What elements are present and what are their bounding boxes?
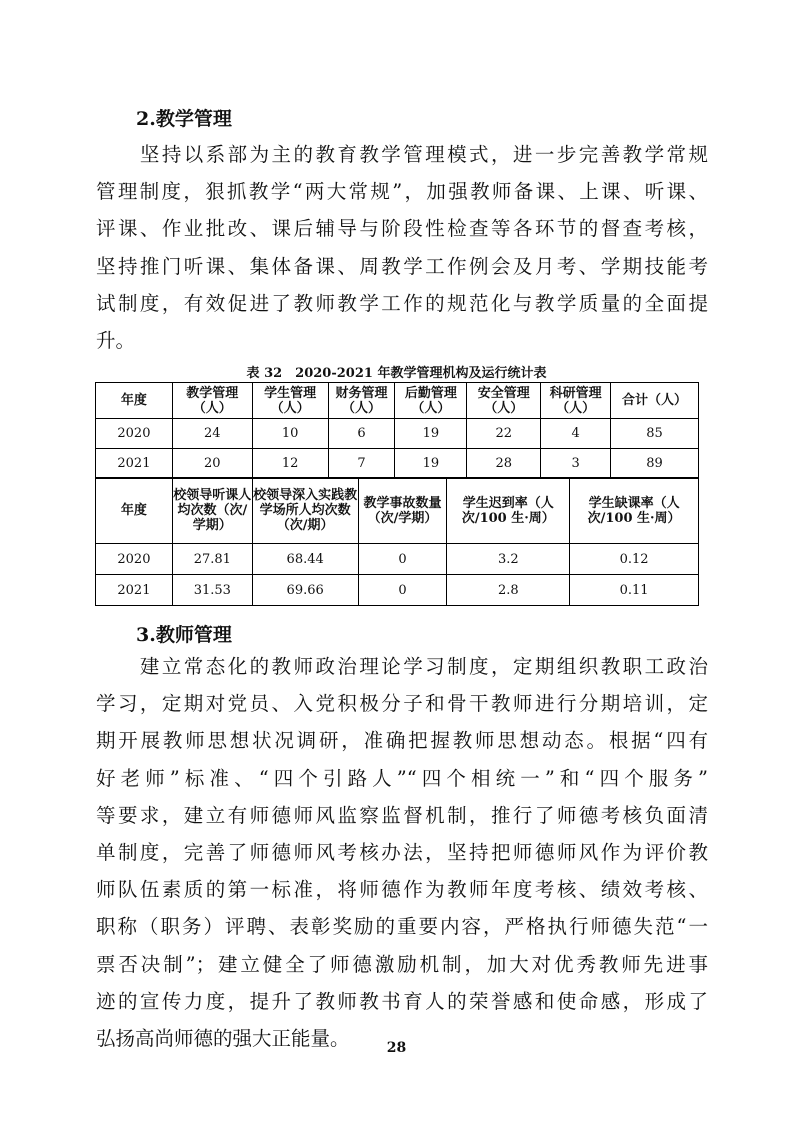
table-cell: 19 xyxy=(395,419,467,449)
paragraph-line: 坚持以系部为主的教育教学管理模式，进一步完善教学常规 xyxy=(96,143,708,166)
paragraph-line: 建立常态化的教师政治理论学习制度，定期组织教职工政治 xyxy=(96,655,708,678)
paragraph-teaching-management xyxy=(96,136,708,359)
paragraph-line: 单制度，完善了师德师风考核办法，坚持把师德师风作为评价教 xyxy=(96,841,708,865)
table-cell: 3 xyxy=(541,449,611,479)
paragraph-line: 好老师”标准、“四个引路人”“四个相统一”和“四个服务” xyxy=(96,766,708,790)
paragraph-line: 管理制度，狠抓教学“两大常规”，加强教师备课、上课、听课、 xyxy=(96,180,708,204)
management-staff-table xyxy=(95,382,699,479)
paragraph-line: 职称（职务）评聘、表彰奖励的重要内容，严格执行师德失范“一 xyxy=(96,915,708,939)
header-cell: 财务管理（人） xyxy=(328,383,395,419)
header-cell: 后勤管理（人） xyxy=(395,383,467,419)
teaching-operation-table xyxy=(95,477,699,606)
header-cell: 教学事故数量（次/学期） xyxy=(358,478,447,544)
table-cell: 68.44 xyxy=(252,544,358,575)
paragraph-line: 等要求，建立有师德师风监察监督机制，推行了师德考核负面清 xyxy=(96,803,708,827)
paragraph-line: 师队伍素质的第一标准，将师德作为教师年度考核、绩效考核、 xyxy=(96,878,708,902)
table-cell: 0 xyxy=(358,544,447,575)
paragraph-line: 坚持推门听课、集体备课、周教学工作例会及月考、学期技能考 xyxy=(96,254,708,278)
table-cell: 7 xyxy=(328,449,395,479)
table-cell: 2021 xyxy=(96,575,173,606)
table-cell: 27.81 xyxy=(172,544,252,575)
table-row xyxy=(96,419,699,449)
table-cell: 19 xyxy=(395,449,467,479)
table-cell: 22 xyxy=(467,419,541,449)
table-header-row xyxy=(96,478,699,544)
header-cell: 校领导深入实践教学场所人均次数（次/期） xyxy=(252,478,358,544)
table-row xyxy=(96,544,699,575)
table-cell: 4 xyxy=(541,419,611,449)
paragraph-line: 迹的宣传力度，提升了教师教书育人的荣誉感和使命感，形成了 xyxy=(96,989,708,1013)
table-cell: 69.66 xyxy=(252,575,358,606)
table-cell: 2020 xyxy=(96,544,173,575)
table-cell: 28 xyxy=(467,449,541,479)
section-heading-teacher-management: 3.教师管理 xyxy=(136,624,232,646)
paragraph-line: 学习，定期对党员、入党积极分子和骨干教师进行分期培训，定 xyxy=(96,692,708,716)
table-row xyxy=(96,575,699,606)
table-cell: 2021 xyxy=(96,449,173,479)
header-cell: 学生迟到率（人次/100 生·周） xyxy=(447,478,570,544)
table-cell: 31.53 xyxy=(172,575,252,606)
paragraph-line: 升。 xyxy=(96,329,136,353)
table-caption: 表 32 2020-2021 年教学管理机构及运行统计表 xyxy=(246,366,547,381)
paragraph-line: 期开展教师思想状况调研，准确把握教师思想动态。根据“四有 xyxy=(96,729,708,753)
header-cell: 安全管理（人） xyxy=(467,383,541,419)
header-cell: 学生管理（人） xyxy=(252,383,328,419)
table-cell: 12 xyxy=(252,449,328,479)
header-cell: 教学管理（人） xyxy=(172,383,252,419)
table-cell: 20 xyxy=(172,449,252,479)
paragraph-line: 票否决制”；建立健全了师德激励机制，加大对优秀教师先进事 xyxy=(96,952,708,976)
table-cell: 2.8 xyxy=(447,575,570,606)
header-cell: 科研管理（人） xyxy=(541,383,611,419)
header-cell: 学生缺课率（人次/100 生·周） xyxy=(570,478,699,544)
paragraph-teacher-management xyxy=(96,648,708,1057)
table-cell: 2020 xyxy=(96,419,173,449)
table-cell: 3.2 xyxy=(447,544,570,575)
section-heading-teaching-management: 2.教学管理 xyxy=(136,108,232,130)
table-row xyxy=(96,449,699,479)
table-cell: 10 xyxy=(252,419,328,449)
table-cell: 89 xyxy=(611,449,699,479)
table-cell: 0.11 xyxy=(570,575,699,606)
table-cell: 0.12 xyxy=(570,544,699,575)
header-cell: 年度 xyxy=(96,478,173,544)
table-cell: 6 xyxy=(328,419,395,449)
header-cell: 合计（人） xyxy=(611,383,699,419)
table-cell: 85 xyxy=(611,419,699,449)
paragraph-line: 试制度，有效促进了教师教学工作的规范化与教学质量的全面提 xyxy=(96,291,708,315)
page-number: 28 xyxy=(386,1040,407,1056)
table-cell: 0 xyxy=(358,575,447,606)
header-cell: 年度 xyxy=(96,383,173,419)
table-cell: 24 xyxy=(172,419,252,449)
paragraph-line: 弘扬高尚师德的强大正能量。 xyxy=(96,1027,350,1051)
table-header-row xyxy=(96,383,699,419)
header-cell: 校领导听课人均次数（次/学期） xyxy=(172,478,252,544)
paragraph-line: 评课、作业批改、课后辅导与阶段性检查等各环节的督查考核， xyxy=(96,217,708,241)
